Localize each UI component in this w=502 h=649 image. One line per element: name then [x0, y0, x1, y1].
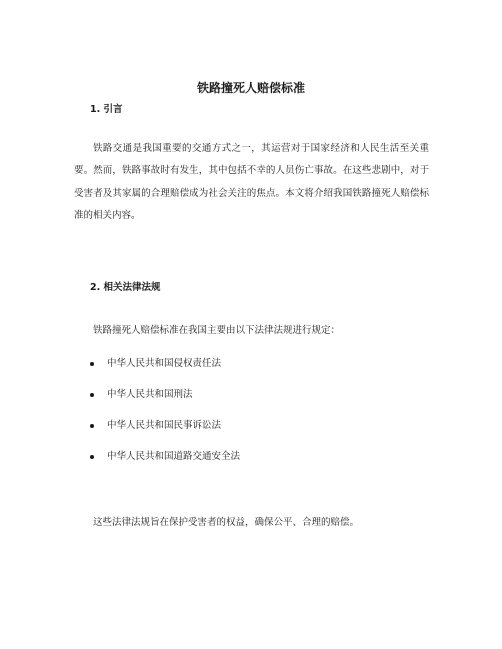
introduction-paragraph: 铁路交通是我国重要的交通方式之一，其运营对于国家经济和人民生活至关重要。然而，铁路事故时有发生，其中包括不幸的人员伤亡事故。在这些悲剧中，对于受害者及其家属的合理赔偿成为社会关注的焦点。本文将介绍我国铁路撞死人赔偿标准的相关内容。	[74, 143, 429, 221]
list-item	[90, 388, 240, 419]
laws-lead-paragraph: 铁路撞死人赔偿标准在我国主要由以下法律法规进行规定：	[93, 325, 341, 336]
bullet-icon	[90, 455, 94, 459]
law-name: 中华人民共和国侵权责任法	[107, 358, 222, 369]
section-heading-introduction: 1. 引言	[90, 104, 123, 115]
law-name: 中华人民共和国刑法	[107, 389, 193, 400]
section-heading-laws: 2. 相关法律法规	[90, 282, 161, 293]
list-item	[90, 450, 240, 481]
bullet-icon	[90, 424, 94, 428]
laws-list	[90, 357, 240, 481]
bullet-icon	[90, 393, 94, 397]
law-name: 中华人民共和国民事诉讼法	[107, 420, 222, 431]
laws-closing-paragraph: 这些法律法规旨在保护受害者的权益，确保公平、合理的赔偿。	[93, 517, 360, 528]
bullet-icon	[90, 362, 94, 366]
list-item	[90, 357, 240, 388]
law-name: 中华人民共和国道路交通安全法	[107, 451, 241, 462]
list-item	[90, 419, 240, 450]
document-title: 铁路撞死人赔偿标准	[196, 81, 305, 95]
